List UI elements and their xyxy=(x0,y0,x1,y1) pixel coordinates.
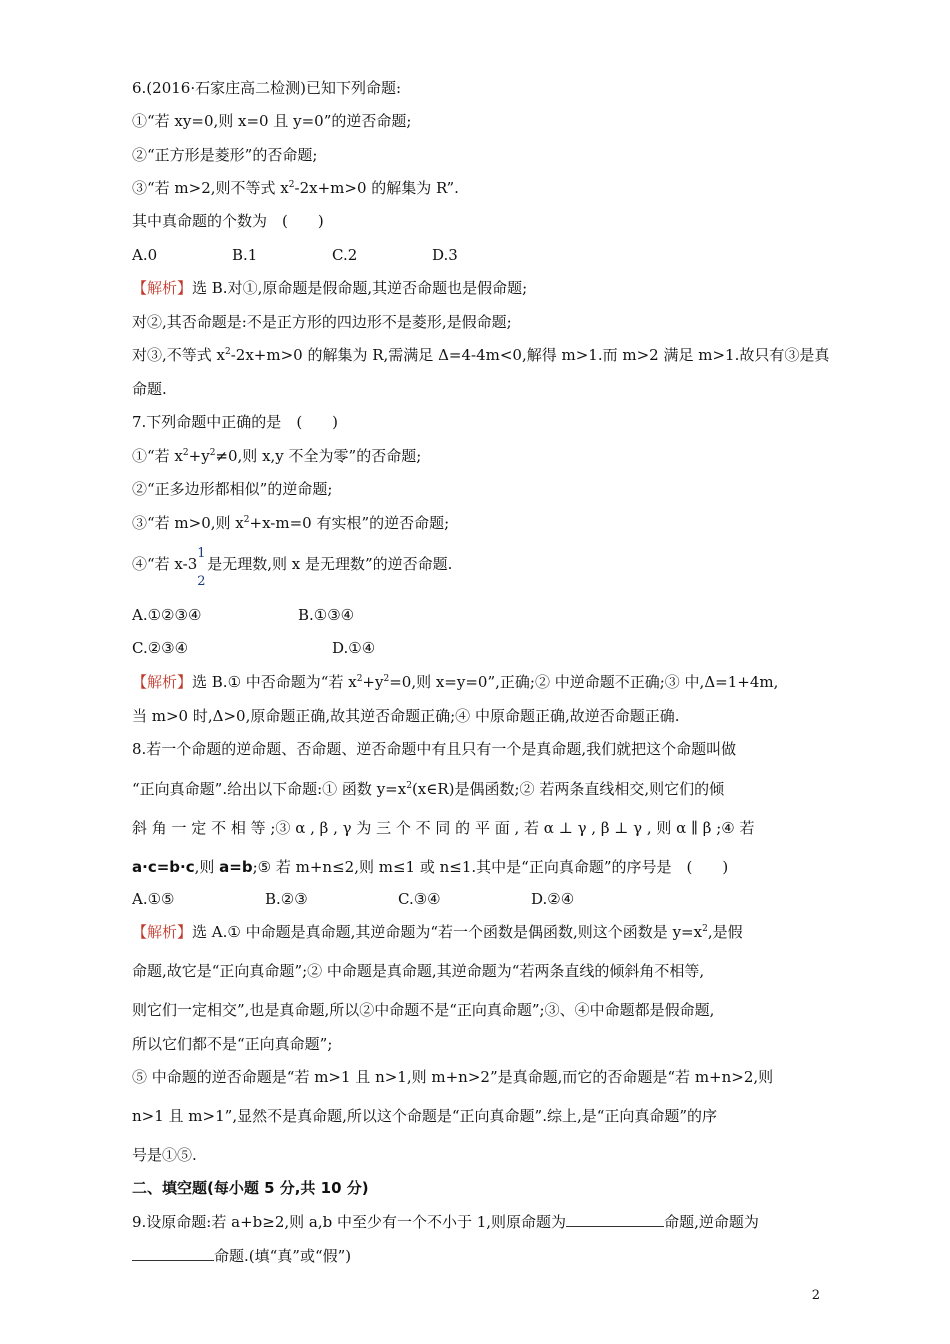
q8-line-4 xyxy=(132,857,728,877)
q8-analysis-2: 命题,故它是“正向真命题”;② 中命题是真命题,其逆命题为“若两条直线的倾斜角不相等, xyxy=(132,962,705,980)
text: +y xyxy=(188,447,210,465)
q6-prop-2: ②“正方形是菱形”的否命题; xyxy=(132,146,318,164)
q6-prop-3 xyxy=(132,178,459,198)
q6-prop-1: ①“若 xy=0,则 x=0 且 y=0”的逆否命题; xyxy=(132,112,412,130)
q8-analysis-6: n>1 且 m>1”,显然不是真命题,所以这个命题是“正向真命题”.综上,是“正向真命题”的序 xyxy=(132,1107,718,1125)
denominator: 2 xyxy=(197,574,206,589)
option-c: C.③④ xyxy=(398,890,441,908)
q8-analysis-3: 则它们一定相交”,也是真命题,所以②中命题不是“正向真命题”;③、④中命题都是假命题, xyxy=(132,1001,715,1019)
page-number: 2 xyxy=(811,1288,820,1303)
vector-eq: a·c=b·c xyxy=(132,858,195,876)
text: -2x+m>0 的解集为 R”. xyxy=(294,179,459,197)
q6-analysis-4: 命题. xyxy=(132,380,167,398)
text: 命题.(填“真”或“假”) xyxy=(214,1247,352,1265)
sup: 2 xyxy=(406,781,412,791)
sup: 2 xyxy=(225,347,231,357)
answer-blank-1[interactable] xyxy=(566,1212,664,1227)
option-d: D.3 xyxy=(432,246,458,264)
text: 是无理数,则 x 是无理数”的逆否命题. xyxy=(207,555,453,573)
q8-analysis-4: 所以它们都不是“正向真命题”; xyxy=(132,1035,333,1053)
q8-analysis-1 xyxy=(132,922,743,942)
vector-eq: a=b xyxy=(219,858,253,876)
text: 选 A.① 中命题是真命题,其逆命题为“若一个函数是偶函数,则这个函数是 y=x xyxy=(192,923,703,941)
option-b: B.1 xyxy=(232,246,258,264)
q7-analysis-2: 当 m>0 时,Δ>0,原命题正确,故其逆否命题正确;④ 中原命题正确,故逆否命题正确. xyxy=(132,707,680,725)
q6-ask: 其中真命题的个数为 ( ) xyxy=(132,212,324,230)
text: 命题,逆命题为 xyxy=(664,1213,759,1231)
text: 对③,不等式 x xyxy=(132,346,225,364)
q6-analysis-2: 对②,其否命题是:不是正方形的四边形不是菱形,是假命题; xyxy=(132,313,512,331)
sup: 2 xyxy=(383,674,390,684)
text: ;⑤ 若 m+n≤2,则 m≤1 或 n≤1.其中是“正向真命题”的序号是 ( ) xyxy=(252,858,729,876)
text: =0,则 x=y=0”,正确;② 中逆命题不正确;③ 中,Δ=1+4m, xyxy=(389,673,779,691)
q8-analysis-7: 号是①⑤. xyxy=(132,1146,197,1164)
fraction-one-half xyxy=(197,546,207,589)
text: ,则 xyxy=(194,858,220,876)
sup: 2 xyxy=(209,448,216,458)
text: +y xyxy=(362,673,384,691)
text: 选 B.对①,原命题是假命题,其逆否命题也是假命题; xyxy=(192,279,528,297)
q7-prop-2: ②“正多边形都相似”的逆命题; xyxy=(132,480,333,498)
analysis-tag: 【解析】 xyxy=(132,923,193,941)
q9-line-1 xyxy=(132,1212,759,1232)
q8-line-1: 8.若一个命题的逆命题、否命题、逆否命题中有且只有一个是真命题,我们就把这个命题叫做 xyxy=(132,740,737,758)
option-a: A.①②③④ xyxy=(132,606,202,624)
text: “正向真命题”.给出以下命题:① 函数 y=x xyxy=(132,780,407,798)
option-c: C.2 xyxy=(332,246,358,264)
q7-analysis-1 xyxy=(132,672,778,692)
section-heading: 二、填空题(每小题 5 分,共 10 分) xyxy=(132,1179,369,1197)
q7-options-row-2 xyxy=(132,638,375,658)
sup: 2 xyxy=(702,924,708,934)
q7-prop-3 xyxy=(132,513,449,533)
sup: 2 xyxy=(243,515,250,525)
sup: 2 xyxy=(182,448,189,458)
q9-line-2 xyxy=(132,1246,351,1266)
text: ①“若 x xyxy=(132,447,183,465)
q6-options xyxy=(132,245,458,265)
answer-blank-2[interactable] xyxy=(132,1246,214,1261)
option-a: A.0 xyxy=(132,246,158,264)
analysis-tag: 【解析】 xyxy=(132,673,193,691)
option-d: D.②④ xyxy=(531,890,575,908)
q7-stem: 7.下列命题中正确的是 ( ) xyxy=(132,413,339,431)
text: ④“若 x-3 xyxy=(132,555,198,573)
text: +x-m=0 有实根”的逆否命题; xyxy=(249,514,450,532)
option-c: C.②③④ xyxy=(132,639,189,657)
text: ③“若 m>2,则不等式 x xyxy=(132,179,289,197)
sup: 2 xyxy=(356,674,363,684)
text: 选 B.① 中否命题为“若 x xyxy=(192,673,357,691)
text: ,是假 xyxy=(707,923,743,941)
numerator: 1 xyxy=(197,546,206,561)
q7-prop-1 xyxy=(132,446,421,466)
q7-options-row-1 xyxy=(132,605,354,625)
q6-analysis-3 xyxy=(132,345,829,365)
text: ≠0,则 x,y 不全为零”的否命题; xyxy=(215,447,422,465)
q6-analysis-1 xyxy=(132,278,527,298)
option-d: D.①④ xyxy=(332,639,376,657)
option-b: B.②③ xyxy=(265,890,308,908)
analysis-tag: 【解析】 xyxy=(132,279,193,297)
q8-analysis-5: ⑤ 中命题的逆否命题是“若 m>1 且 n>1,则 m+n>2”是真命题,而它的否命题是“若 m+n>2,则 xyxy=(132,1068,774,1086)
text: 9.设原命题:若 a+b≥2,则 a,b 中至少有一个不小于 1,则原命题为 xyxy=(132,1213,567,1231)
q8-options xyxy=(132,889,574,909)
text: (x∈R)是偶函数;② 若两条直线相交,则它们的倾 xyxy=(411,780,725,798)
option-a: A.①⑤ xyxy=(132,890,175,908)
q8-line-3: 斜 角 一 定 不 相 等 ;③ α , β , γ 为 三 个 不 同 的 平 面 , 若 α ⊥ γ , β ⊥ γ , 则 α ∥ β ;④ 若 xyxy=(132,819,755,837)
q8-line-2 xyxy=(132,779,724,799)
q7-prop-4 xyxy=(132,546,453,589)
text: ③“若 m>0,则 x xyxy=(132,514,244,532)
text: -2x+m>0 的解集为 R,需满足 Δ=4-4m<0,解得 m>1.而 m>2 满足 m>1.故只有③是真 xyxy=(230,346,830,364)
option-b: B.①③④ xyxy=(298,606,355,624)
q6-stem: 6.(2016·石家庄高二检测)已知下列命题: xyxy=(132,79,402,97)
sup: 2 xyxy=(288,180,295,190)
